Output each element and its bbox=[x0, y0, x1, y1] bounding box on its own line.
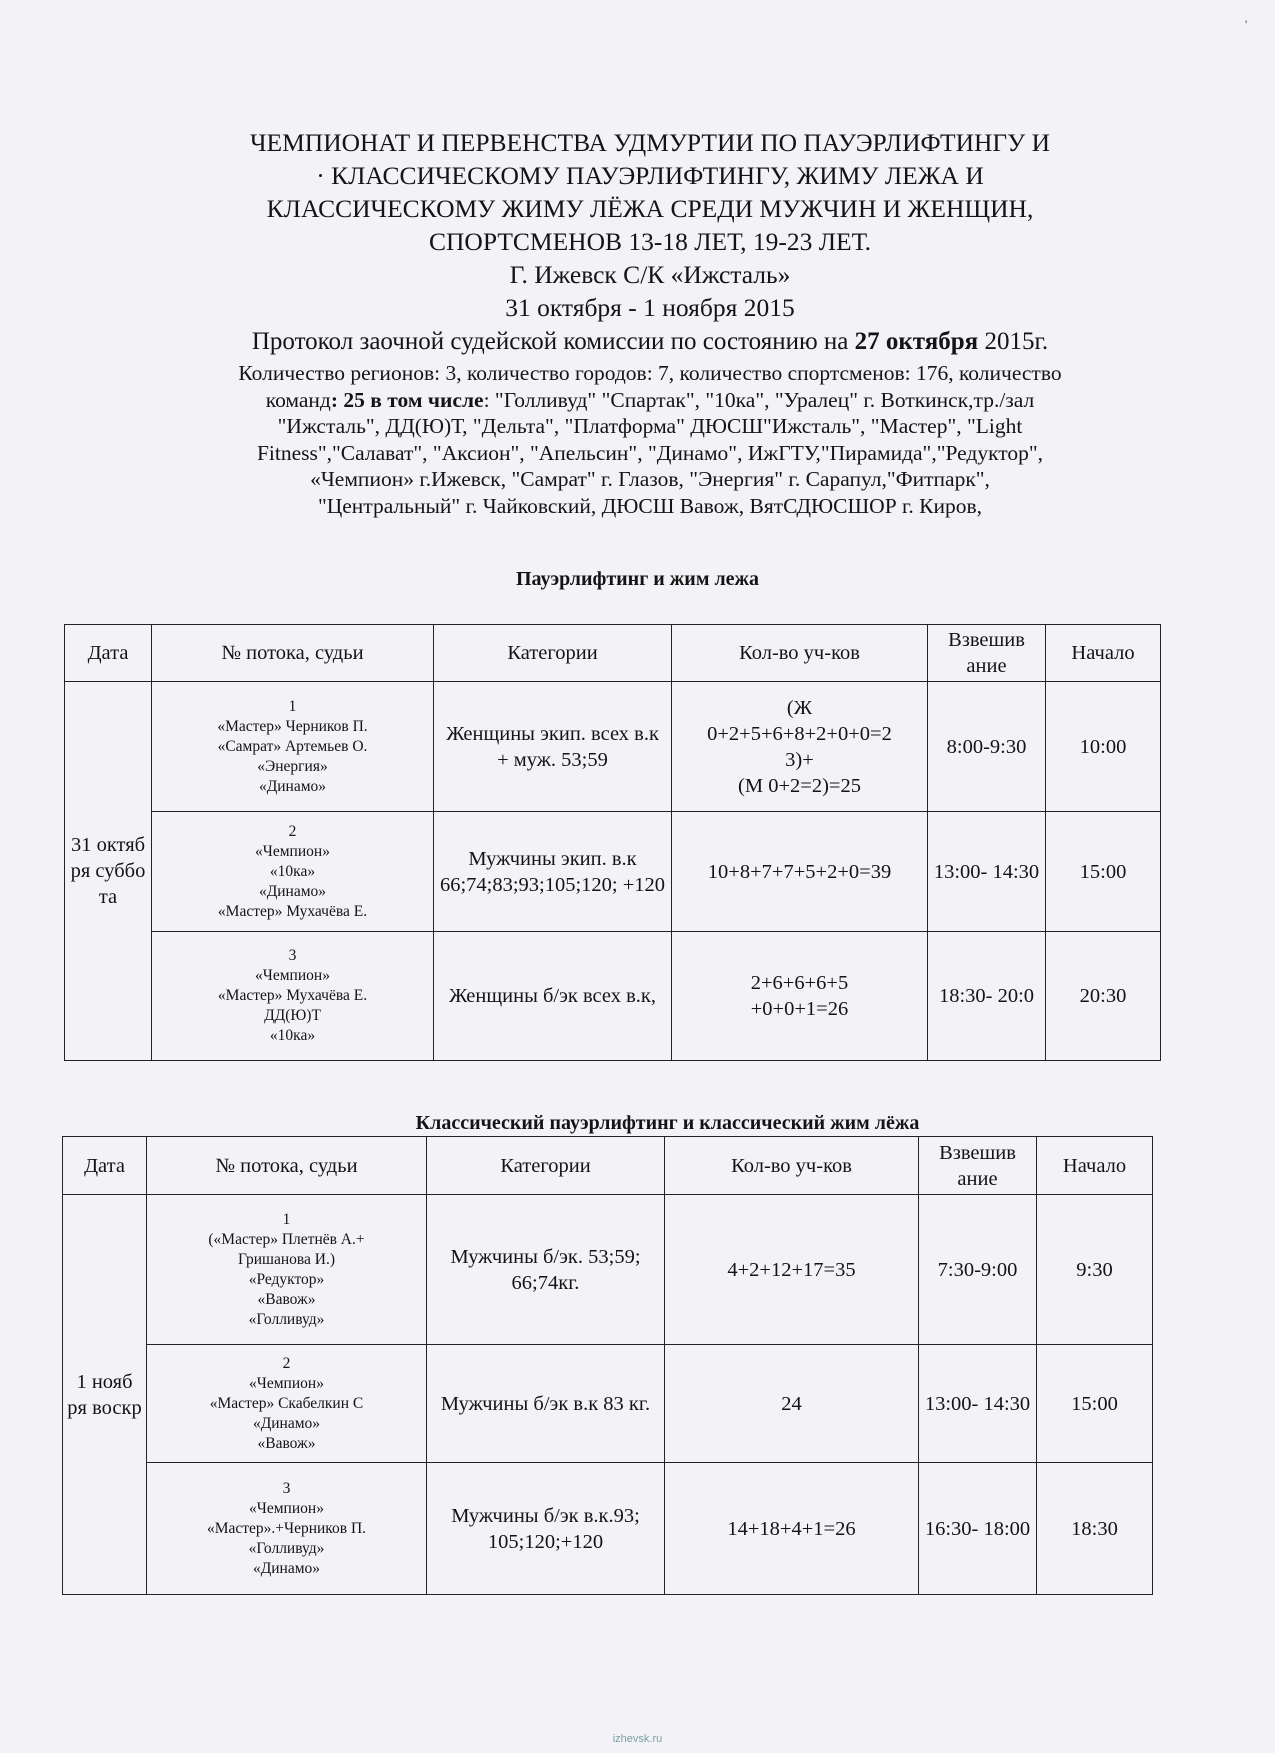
stats-line: Количество регионов: 3, количество городов: 7, количество спортсменов: 176, количество bbox=[238, 361, 1062, 385]
stats-line: команд: 25 в том числе: "Голливуд" "Спартак", "10ка", "Уралец" г. Воткинск,тр./зал bbox=[265, 387, 1035, 412]
header-date: Дата bbox=[63, 1137, 147, 1195]
category-cell: Мужчины б/эк. 53;59; 66;74кг. bbox=[427, 1195, 665, 1345]
stats-line: Fitness","Салават", "Аксион", "Апельсин", "Динамо", ИжГТУ,"Пирамида","Редуктор", bbox=[256, 440, 1044, 465]
stream-cell: 1 «Мастер» Черников П. «Самрат» Артемьев О. «Энергия» «Динамо» bbox=[152, 682, 434, 812]
stats-line: "Ижсталь", ДД(Ю)Т, "Дельта", "Платформа" ДЮСШ"Ижсталь", "Мастер", "Light bbox=[277, 414, 1023, 438]
weigh-in-cell: 13:00- 14:30 bbox=[928, 812, 1046, 932]
start-cell: 20:30 bbox=[1046, 932, 1161, 1061]
corner-mark: ' bbox=[1245, 18, 1248, 32]
date-cell: 31 октяб ря суббо та bbox=[65, 682, 152, 1061]
watermark: izhevsk.ru bbox=[612, 1733, 663, 1745]
table-row bbox=[63, 1345, 1153, 1463]
document-header bbox=[150, 126, 1150, 519]
header-count: Кол-во уч-ков bbox=[672, 625, 928, 682]
table-row bbox=[65, 682, 1161, 812]
count-cell: 10+8+7+7+5+2+0=39 bbox=[672, 812, 928, 932]
count-cell: 4+2+12+17=35 bbox=[665, 1195, 919, 1345]
weigh-in-cell: 16:30- 18:00 bbox=[919, 1463, 1037, 1595]
stream-cell: 3 «Чемпион» «Мастер».+Черников П. «Голливуд» «Динамо» bbox=[147, 1463, 427, 1595]
date-cell: 1 нояб ря воскр bbox=[63, 1195, 147, 1595]
table-row bbox=[63, 1463, 1153, 1595]
event-dates-line: 31 октября - 1 ноября 2015 bbox=[505, 293, 795, 322]
section-title-classic: Классический пауэрлифтинг и классический жим лёжа bbox=[415, 1112, 920, 1134]
protocol-date: 27 октября bbox=[854, 328, 979, 355]
weigh-in-cell: 8:00-9:30 bbox=[928, 682, 1046, 812]
stats-line: "Центральный" г. Чайковский, ДЮСШ Вавож, ВятСДЮСШОР г. Киров, bbox=[317, 493, 983, 518]
header-date: Дата bbox=[65, 625, 152, 682]
statistics-block bbox=[150, 360, 1150, 519]
table-row bbox=[65, 932, 1161, 1061]
table-header-row bbox=[63, 1137, 1153, 1195]
header-category: Категории bbox=[434, 625, 672, 682]
count-cell: 2+6+6+6+5 +0+0+1=26 bbox=[672, 932, 928, 1061]
section-title-powerlifting: Пауэрлифтинг и жим лежа bbox=[515, 568, 760, 590]
stats-line: «Чемпион» г.Ижевск, "Самрат" г. Глазов, "Энергия" г. Сарапул,"Фитпарк", bbox=[310, 467, 990, 491]
category-cell: Мужчины б/эк в.к 83 кг. bbox=[427, 1345, 665, 1463]
header-start: Начало bbox=[1046, 625, 1161, 682]
title-line: · КЛАССИЧЕСКОМУ ПАУЭРЛИФТИНГУ, ЖИМУ ЛЕЖА И bbox=[316, 161, 984, 190]
table-header-row bbox=[65, 625, 1161, 682]
header-stream: № потока, судьи bbox=[152, 625, 434, 682]
header-stream: № потока, судьи bbox=[147, 1137, 427, 1195]
schedule-table-classic bbox=[62, 1136, 1153, 1595]
header-weigh-in: Взвешив ание bbox=[919, 1137, 1037, 1195]
start-cell: 18:30 bbox=[1037, 1463, 1153, 1595]
stream-cell: 2 «Чемпион» «Мастер» Скабелкин С «Динамо» «Вавож» bbox=[147, 1345, 427, 1463]
schedule-table-powerlifting bbox=[64, 624, 1161, 1061]
start-cell: 15:00 bbox=[1046, 812, 1161, 932]
stream-cell: 3 «Чемпион» «Мастер» Мухачёва Е. ДД(Ю)Т «10ка» bbox=[152, 932, 434, 1061]
title-line: ЧЕМПИОНАТ И ПЕРВЕНСТВА УДМУРТИИ ПО ПАУЭРЛИФТИНГУ И bbox=[249, 128, 1051, 157]
count-cell: 14+18+4+1=26 bbox=[665, 1463, 919, 1595]
weigh-in-cell: 7:30-9:00 bbox=[919, 1195, 1037, 1345]
start-cell: 9:30 bbox=[1037, 1195, 1153, 1345]
category-cell: Женщины экип. всех в.к + муж. 53;59 bbox=[434, 682, 672, 812]
venue-line: Г. Ижевск С/К «Ижсталь» bbox=[509, 260, 791, 289]
category-cell: Мужчины б/эк в.к.93; 105;120;+120 bbox=[427, 1463, 665, 1595]
category-cell: Женщины б/эк всех в.к, bbox=[434, 932, 672, 1061]
table-row bbox=[65, 812, 1161, 932]
category-cell: Мужчины экип. в.к 66;74;83;93;105;120; +120 bbox=[434, 812, 672, 932]
title-line: СПОРТСМЕНОВ 13-18 ЛЕТ, 19-23 ЛЕТ. bbox=[428, 227, 872, 256]
protocol-line: Протокол заочной судейской комиссии по состоянию на 27 октября 2015г. bbox=[251, 328, 1049, 355]
weigh-in-cell: 13:00- 14:30 bbox=[919, 1345, 1037, 1463]
title-line: КЛАССИЧЕСКОМУ ЖИМУ ЛЁЖА СРЕДИ МУЖЧИН И ЖЕНЩИН, bbox=[266, 194, 1034, 223]
start-cell: 15:00 bbox=[1037, 1345, 1153, 1463]
header-weigh-in: Взвешив ание bbox=[928, 625, 1046, 682]
count-cell: 24 bbox=[665, 1345, 919, 1463]
table-row bbox=[63, 1195, 1153, 1345]
header-start: Начало bbox=[1037, 1137, 1153, 1195]
stream-cell: 2 «Чемпион» «10ка» «Динамо» «Мастер» Мухачёва Е. bbox=[152, 812, 434, 932]
start-cell: 10:00 bbox=[1046, 682, 1161, 812]
header-category: Категории bbox=[427, 1137, 665, 1195]
weigh-in-cell: 18:30- 20:0 bbox=[928, 932, 1046, 1061]
stream-cell: 1 («Мастер» Плетнёв А.+ Гришанова И.) «Редуктор» «Вавож» «Голливуд» bbox=[147, 1195, 427, 1345]
count-cell: (Ж 0+2+5+6+8+2+0+0=2 3)+ (М 0+2=2)=25 bbox=[672, 682, 928, 812]
header-count: Кол-во уч-ков bbox=[665, 1137, 919, 1195]
